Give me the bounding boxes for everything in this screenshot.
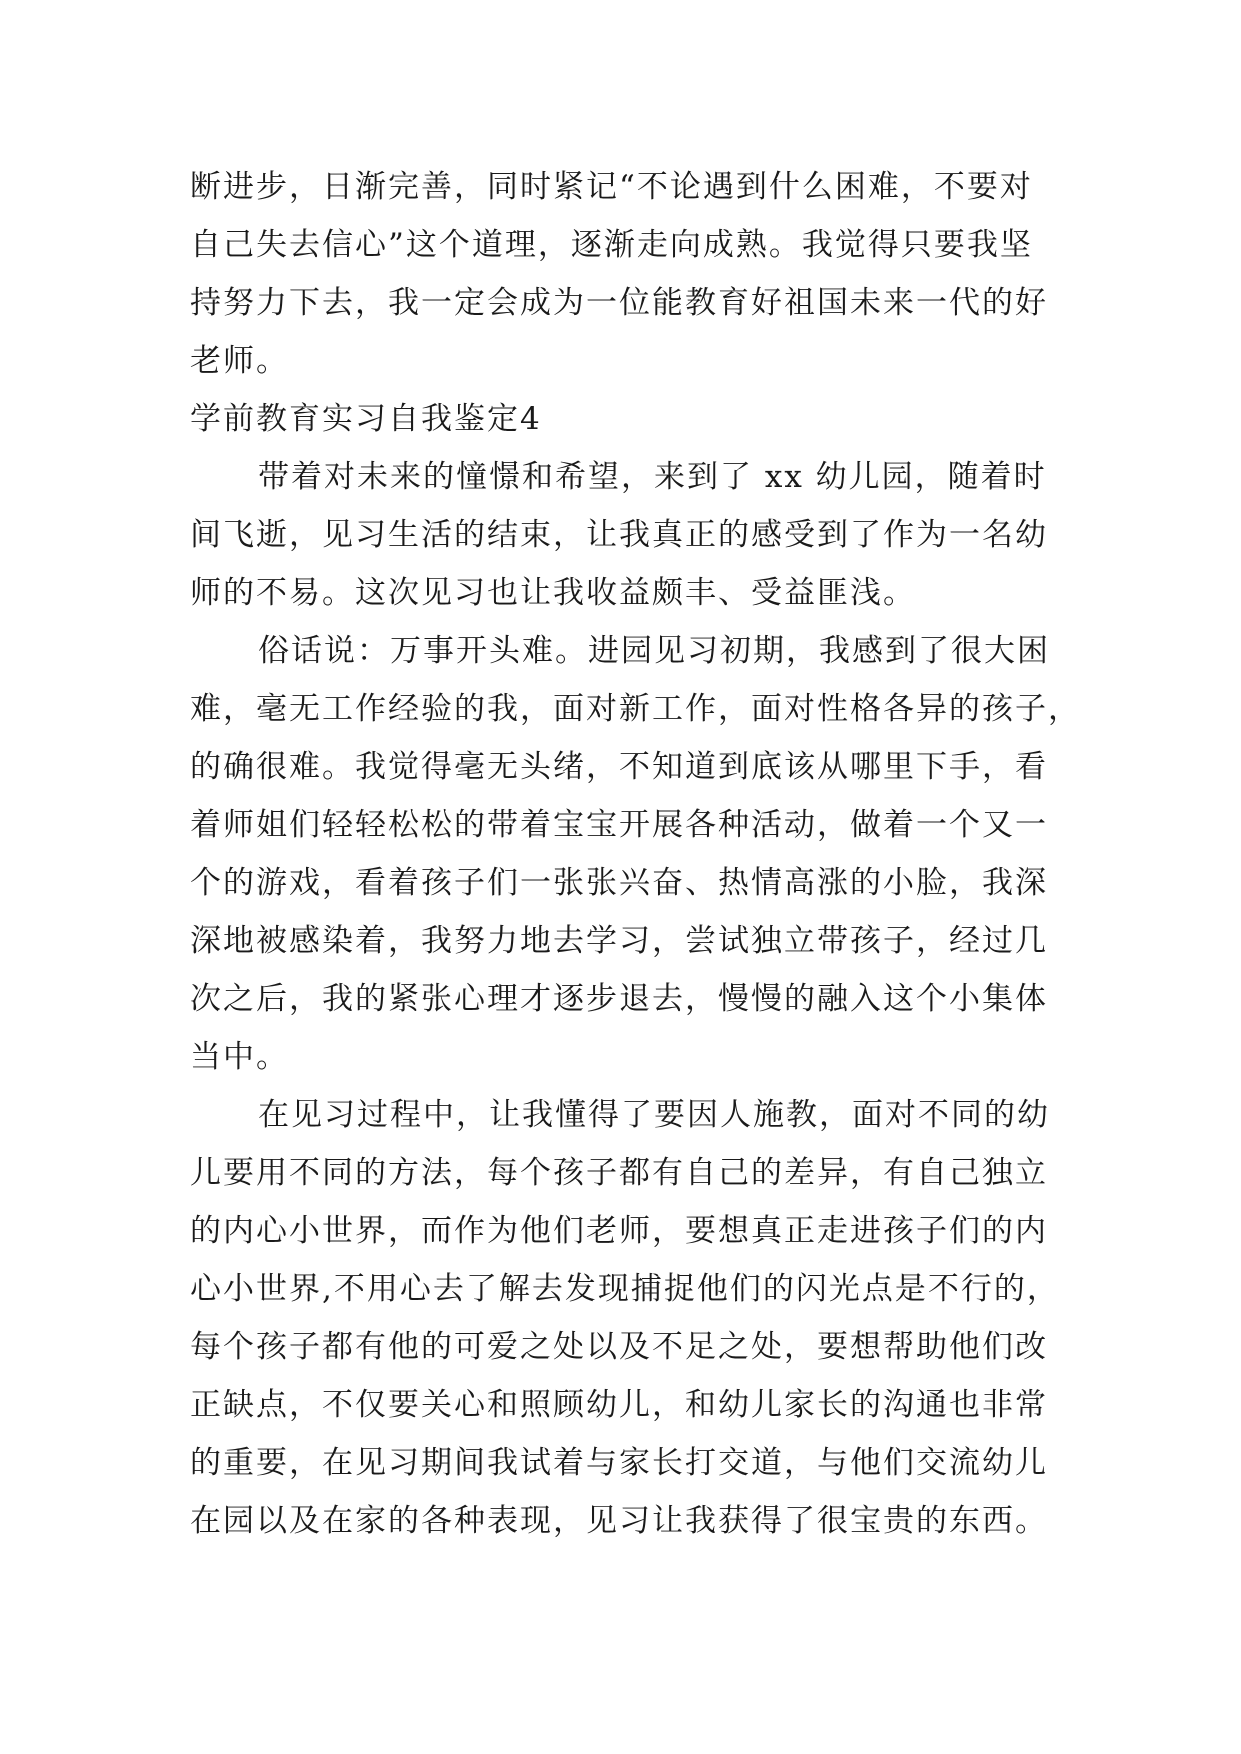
text-line: 俗话说：万事开头难。进园见习初期，我感到了很大困 (258, 633, 1050, 669)
text-line: 儿要用不同的方法，每个孩子都有自己的差异，有自己独立 (190, 1155, 1048, 1191)
text-line: 每个孩子都有他的可爱之处以及不足之处，要想帮助他们改 (190, 1329, 1048, 1365)
paragraph-2 (190, 622, 1081, 1086)
text-line: 带着对未来的憧憬和希望，来到了 xx 幼儿园，随着时 (258, 459, 1047, 495)
text-line: 在见习过程中，让我懂得了要因人施教，面对不同的幼 (258, 1097, 1050, 1133)
document-body (190, 158, 1081, 1550)
text-line: 的确很难。我觉得毫无头绪，不知道到底该从哪里下手，看 (190, 749, 1048, 785)
text-line: 次之后，我的紧张心理才逐步退去，慢慢的融入这个小集体 (190, 981, 1048, 1017)
paragraph-1 (190, 448, 1070, 622)
section-heading: 学前教育实习自我鉴定4 (190, 401, 542, 437)
text-line: 当中。 (190, 1039, 289, 1075)
text-line: 断进步，日渐完善，同时紧记“不论遇到什么困难，不要对 (190, 169, 1033, 205)
text-line: 持努力下去，我一定会成为一位能教育好祖国未来一代的好 (190, 285, 1048, 321)
paragraph-continuation (190, 158, 1070, 390)
text-line: 的重要，在见习期间我试着与家长打交道，与他们交流幼儿 (190, 1445, 1048, 1481)
text-line: 个的游戏，看着孩子们一张张兴奋、热情高涨的小脸，我深 (190, 865, 1048, 901)
text-line: 的内心小世界，而作为他们老师，要想真正走进孩子们的内 (190, 1213, 1048, 1249)
text-line: 深地被感染着，我努力地去学习，尝试独立带孩子，经过几 (190, 923, 1048, 959)
text-line: 心小世界,不用心去了解去发现捕捉他们的闪光点是不行的， (190, 1271, 1060, 1307)
text-line: 着师姐们轻轻松松的带着宝宝开展各种活动，做着一个又一 (190, 807, 1048, 843)
text-line: 自己失去信心”这个道理，逐渐走向成熟。我觉得只要我坚 (190, 227, 1033, 263)
text-line: 间飞逝，见习生活的结束，让我真正的感受到了作为一名幼 (190, 517, 1048, 553)
text-line: 在园以及在家的各种表现，见习让我获得了很宝贵的东西。 (190, 1503, 1048, 1539)
text-line: 师的不易。这次见习也让我收益颇丰、受益匪浅。 (190, 575, 916, 611)
text-line: 难，毫无工作经验的我，面对新工作，面对性格各异的孩子， (190, 691, 1081, 727)
paragraph-3 (190, 1086, 1070, 1550)
text-line: 正缺点，不仅要关心和照顾幼儿，和幼儿家长的沟通也非常 (190, 1387, 1048, 1423)
text-line: 老师。 (190, 343, 289, 379)
